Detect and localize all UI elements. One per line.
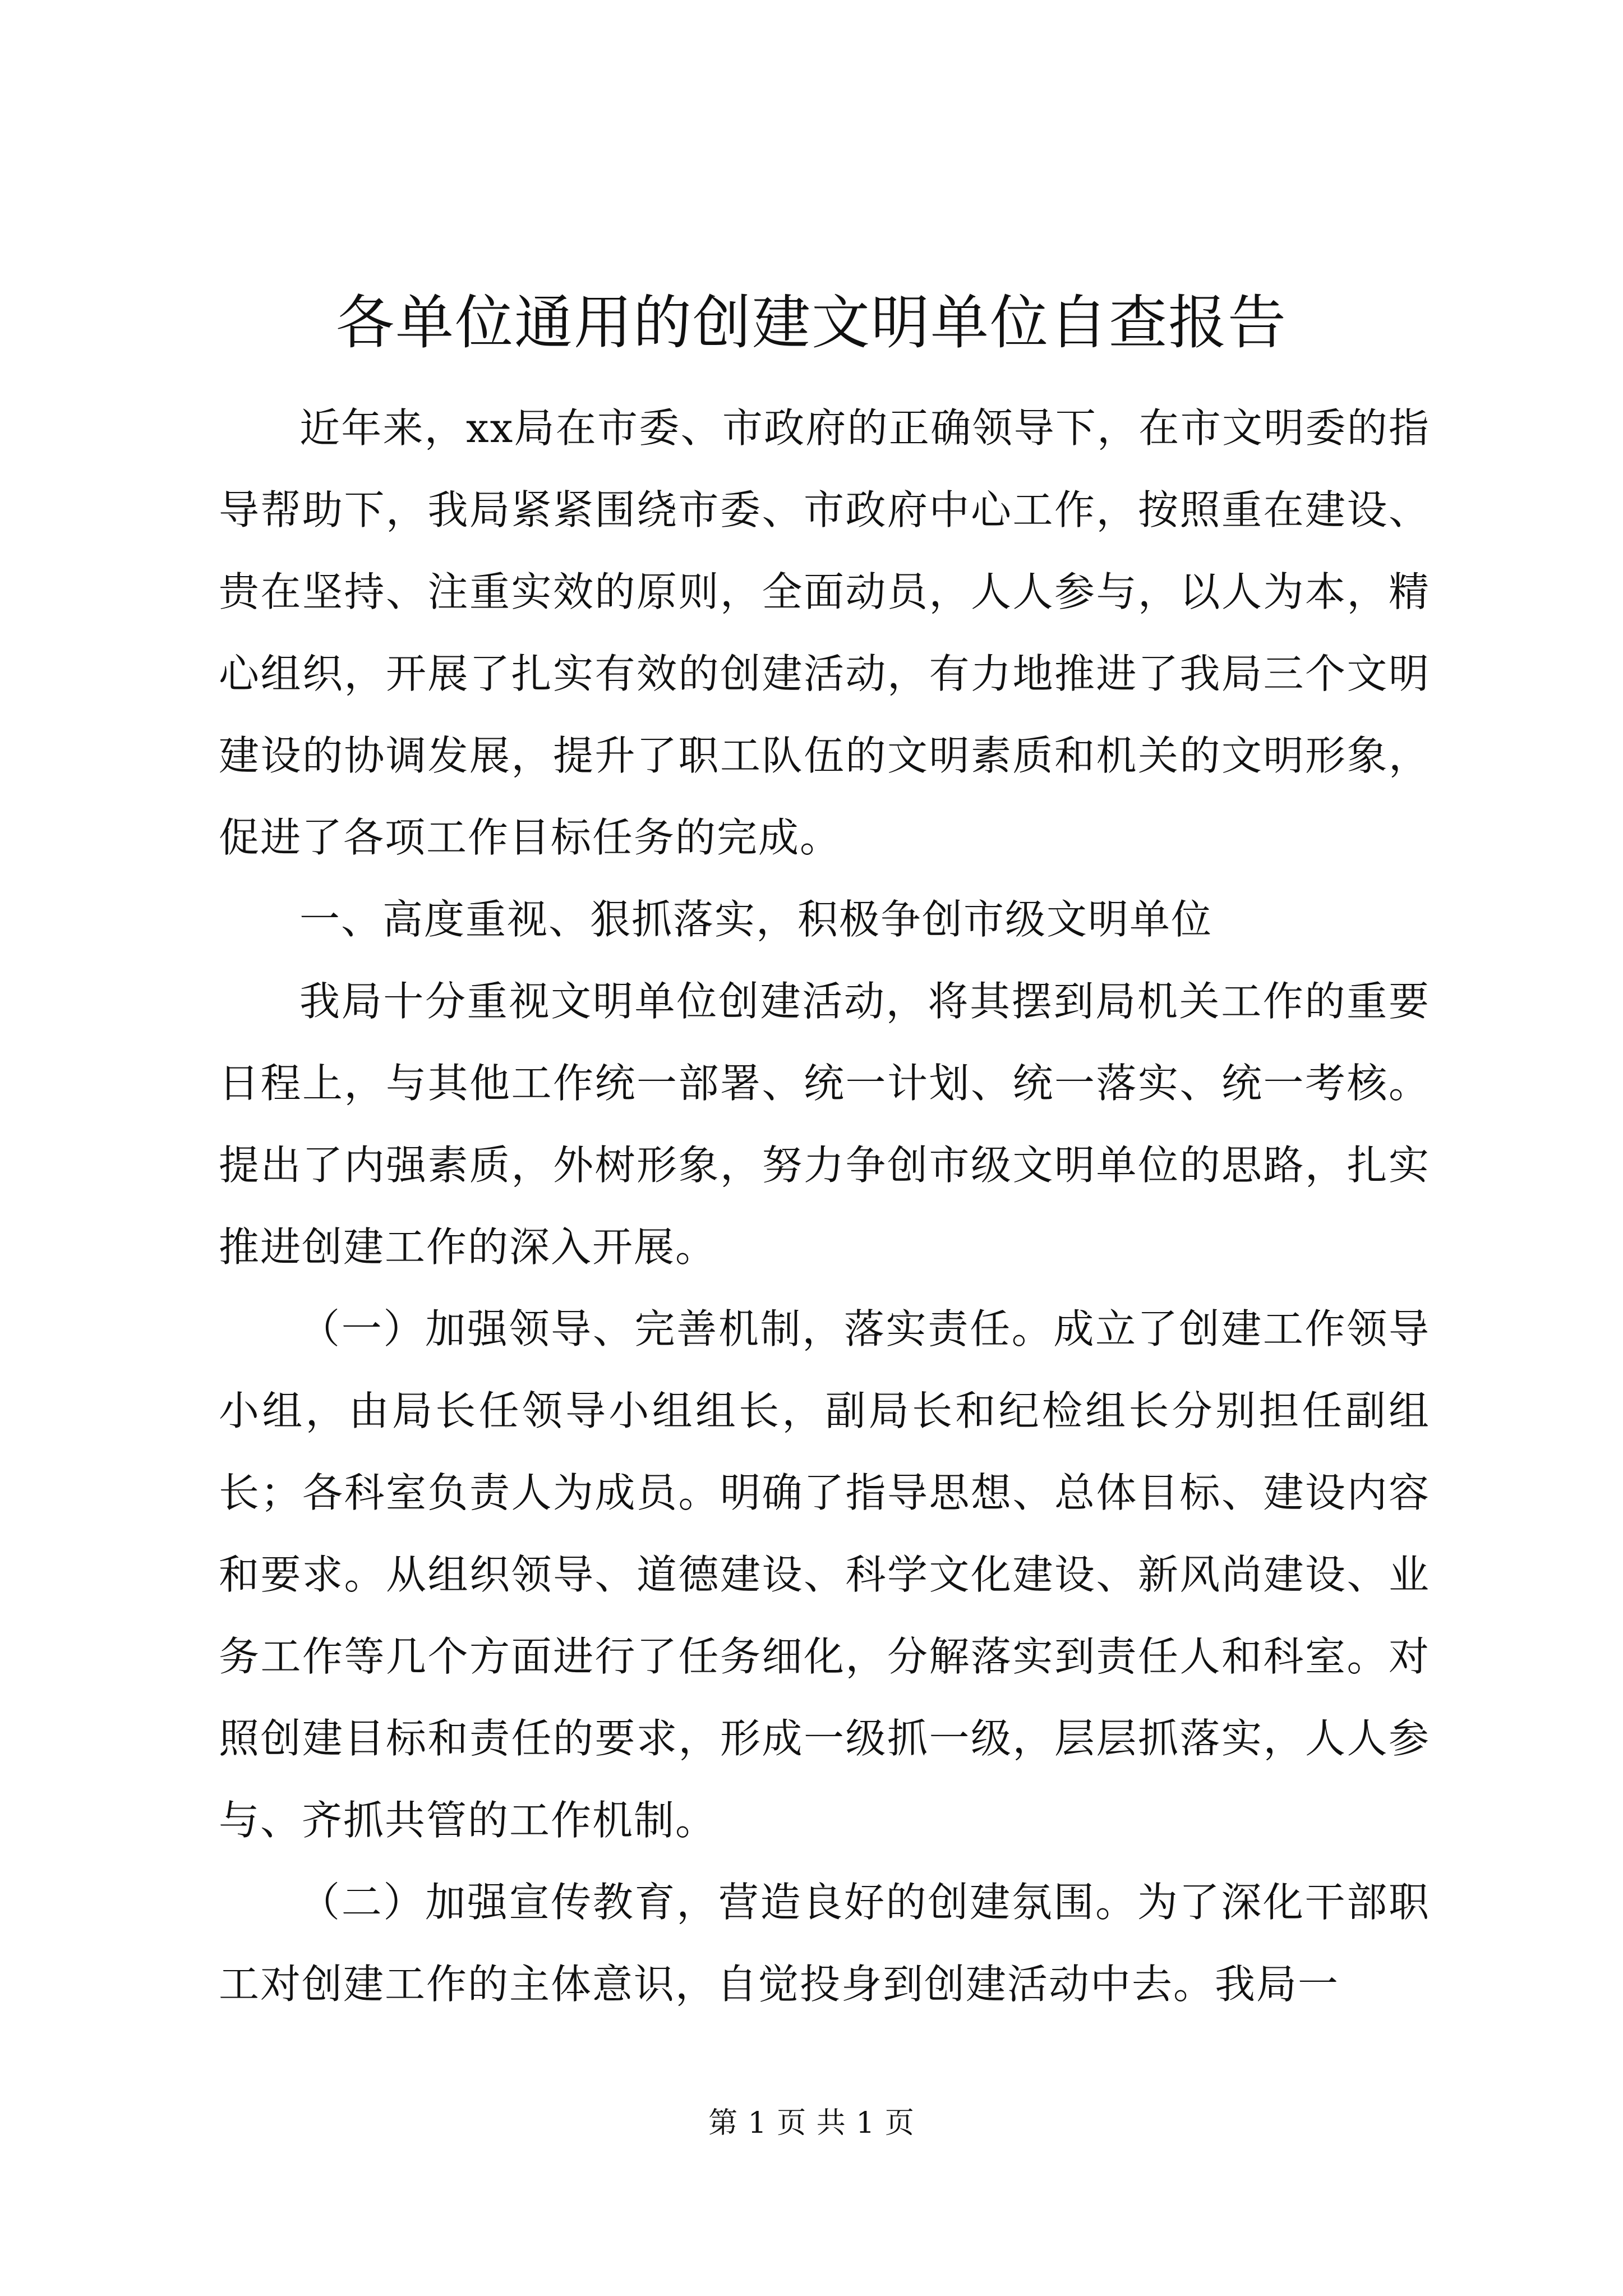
paragraph-subsection-2: （二）加强宣传教育，营造良好的创建氛围。为了深化干部职工对创建工作的主体意识，自觉投身到创建活动中去。我局一	[219, 1879, 1430, 2008]
paragraph-subsection-1: （一）加强领导、完善机制，落实责任。成立了创建工作领导小组，由局长任领导小组组长，副局长和纪检组长分别担任副组长；各科室负责人为成员。明确了指导思想、总体目标、建设内容和要求。从组织领导、道德建设、科学文化建设、新风尚建设、业务工作等几个方面进行了任务细化，分解落实到责任人和科室。对照创建目标和责任的要求，形成一级抓一级，层层抓落实，人人参与、齐抓共管的工作机制。	[219, 1305, 1430, 1844]
paragraph-section-1: 我局十分重视文明单位创建活动，将其摆到局机关工作的重要日程上，与其他工作统一部署、统一计划、统一落实、统一考核。提出了内强素质，外树形象，努力争创市级文明单位的思路，扎实推进创建工作的深入开展。	[219, 978, 1430, 1271]
paragraph-intro: 近年来，xx局在市委、市政府的正确领导下，在市文明委的指导帮助下，我局紧紧围绕市委、市政府中心工作，按照重在建设、贵在坚持、注重实效的原则，全面动员，人人参与，以人为本，精心组织，开展了扎实有效的创建活动，有力地推进了我局三个文明建设的协调发展，提升了职工队伍的文明素质和机关的文明形象，促进了各项工作目标任务的完成。	[219, 404, 1430, 861]
document-body	[219, 387, 1430, 2025]
document-title: 各单位通用的创建文明单位自查报告	[335, 288, 1287, 357]
page-number-footer: 第 1 页 共 1 页	[708, 2106, 915, 2140]
section-heading-1: 一、高度重视、狠抓落实，积极争创市级文明单位	[299, 896, 1213, 943]
